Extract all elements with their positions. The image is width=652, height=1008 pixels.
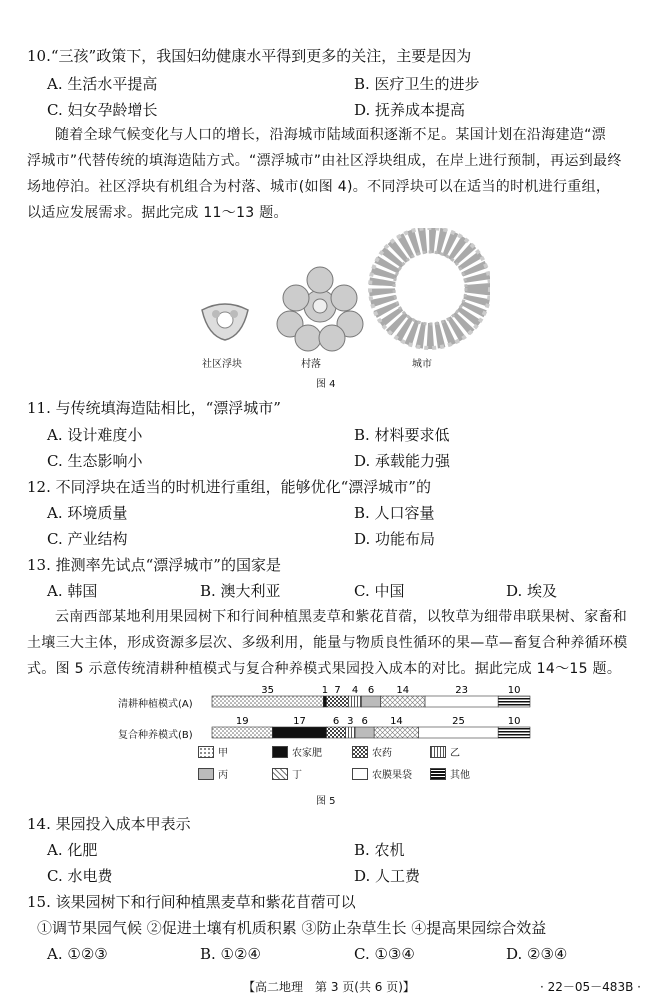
q10-option-d: D. 抚养成本提高 xyxy=(354,101,466,119)
bar-value-label: 10 xyxy=(507,716,521,727)
legend-label: 农膜果袋 xyxy=(372,770,412,781)
q13-option-d: D. 埃及 xyxy=(506,582,558,600)
bar-segment-乙 xyxy=(349,696,362,707)
legend-item-农家肥 xyxy=(272,744,322,759)
bar-label-a: 清耕种植模式(A) xyxy=(118,699,193,710)
passage1-line: 随着全球气候变化与人口的增长，沿海城市陆域面积逐渐不足。某国计划在沿海建造“漂 xyxy=(55,127,606,143)
q12-stem: 12. 不同浮块在适当的时机进行重组，能够优化“漂浮城市”的 xyxy=(27,478,431,496)
legend-item-丙 xyxy=(198,766,228,781)
bar-segment-农家肥 xyxy=(272,727,326,738)
bar-value-label: 35 xyxy=(261,685,275,696)
legend-item-农药 xyxy=(352,744,392,759)
q15-option-a: A. ①②③ xyxy=(47,945,108,963)
legend-swatch xyxy=(430,768,446,780)
community-block-image xyxy=(202,304,248,340)
bar-value-label: 14 xyxy=(390,716,403,727)
q12-option-c: C. 产业结构 xyxy=(47,530,128,548)
passage1-line: 场地停泊。社区浮块有机组合为村落、城市(如图 4)。不同浮块可以在适当的时机进行重组， xyxy=(27,179,611,195)
q14-option-b: B. 农机 xyxy=(354,841,405,859)
bar-value-label: 14 xyxy=(396,685,410,696)
passage-orchard xyxy=(27,604,637,682)
q11-option-b: B. 材料要求低 xyxy=(354,426,450,444)
legend-label: 其他 xyxy=(450,770,470,781)
bar-segment-丁 xyxy=(381,696,426,707)
legend-item-丁 xyxy=(272,766,302,781)
legend-swatch xyxy=(198,746,214,758)
fig4-label-village: 村落 xyxy=(301,359,321,370)
bar-value-label: 1 xyxy=(321,685,329,696)
legend-label: 丁 xyxy=(292,770,302,781)
bar-value-label: 19 xyxy=(235,716,249,727)
bar-segment-农药 xyxy=(326,727,345,738)
bar-segment-农家肥 xyxy=(323,696,326,707)
legend-swatch xyxy=(352,746,368,758)
q13-stem: 13. 推测率先试点“漂浮城市”的国家是 xyxy=(27,556,281,574)
passage2-line: 云南西部某地利用果园树下和行间种植黑麦草和紫花苜蓿，以牧草为细带串联果树、家畜和 xyxy=(55,609,627,625)
figure-5-stacked-bar-chart xyxy=(0,680,652,800)
bar-value-label: 6 xyxy=(332,716,340,727)
bar-value-label: 6 xyxy=(361,716,368,727)
q11-stem: 11. 与传统填海造陆相比，“漂浮城市” xyxy=(27,399,281,417)
figure-4-illustration xyxy=(190,228,490,358)
q13-option-b: B. 澳大利亚 xyxy=(200,582,281,600)
bar-label-b: 复合种养模式(B) xyxy=(118,730,193,741)
q12-option-b: B. 人口容量 xyxy=(354,504,435,522)
bar-segment-乙 xyxy=(346,727,356,738)
q11-option-d: D. 承载能力强 xyxy=(354,452,451,470)
q13-option-c: C. 中国 xyxy=(354,582,405,600)
bar-segment-丁 xyxy=(374,727,419,738)
legend-label: 丙 xyxy=(218,770,228,781)
bar-value-label: 6 xyxy=(367,685,375,696)
legend-item-乙 xyxy=(430,744,460,759)
legend-swatch xyxy=(352,768,368,780)
fig4-label-city: 城市 xyxy=(412,359,432,370)
legend-swatch xyxy=(272,746,288,758)
passage1-line: 浮城市”代替传统的填海造陆方式。“漂浮城市”由社区浮块组成，在岸上进行预制，再运到最终 xyxy=(27,153,622,169)
bar-value-label: 4 xyxy=(351,685,359,696)
fig4-label-community: 社区浮块 xyxy=(202,359,242,370)
bar-segment-农药 xyxy=(326,696,348,707)
q14-option-c: C. 水电费 xyxy=(47,867,113,885)
bar-segment-丙 xyxy=(361,696,380,707)
passage-floating-city xyxy=(27,122,637,226)
fig4-caption: 图 4 xyxy=(316,379,336,390)
paper-code: · 22－05－483B · xyxy=(540,980,641,994)
q11-option-a: A. 设计难度小 xyxy=(47,426,143,444)
legend-item-农膜果袋 xyxy=(352,766,412,781)
bar-segment-甲 xyxy=(212,727,272,738)
passage1-line: 以适应发展需求。据此完成 11～13 题。 xyxy=(27,205,288,221)
q14-stem: 14. 果园投入成本甲表示 xyxy=(27,815,191,833)
q14-option-d: D. 人工费 xyxy=(354,867,421,885)
bar-value-label: 3 xyxy=(347,716,354,727)
bar-segment-丙 xyxy=(355,727,374,738)
q15-option-b: B. ①②④ xyxy=(200,945,261,963)
bar-segment-农膜果袋 xyxy=(425,696,498,707)
fig5-caption: 图 5 xyxy=(316,796,336,807)
village-image xyxy=(277,267,363,351)
q15-items: ①调节果园气候 ②促进土壤有机质积累 ③防止杂草生长 ④提高果园综合效益 xyxy=(37,919,547,937)
passage2-line: 式。图 5 示意传统清耕种植模式与复合种养模式果园投入成本的对比。据此完成 14～15 题。 xyxy=(27,661,622,677)
legend-swatch xyxy=(198,768,214,780)
legend-swatch xyxy=(430,746,446,758)
legend-swatch xyxy=(272,768,288,780)
legend-label: 农药 xyxy=(372,748,392,759)
q10-option-a: A. 生活水平提高 xyxy=(47,75,158,93)
bar-value-label: 17 xyxy=(293,716,306,727)
legend-item-甲 xyxy=(198,744,228,759)
bar-segment-甲 xyxy=(212,696,323,707)
legend-label: 农家肥 xyxy=(292,748,322,759)
city-image xyxy=(370,228,490,348)
legend-label: 乙 xyxy=(450,748,460,759)
bar-value-label: 25 xyxy=(452,716,465,727)
legend-label: 甲 xyxy=(218,748,228,759)
q10-option-b: B. 医疗卫生的进步 xyxy=(354,75,480,93)
q12-option-a: A. 环境质量 xyxy=(47,504,128,522)
q14-option-a: A. 化肥 xyxy=(47,841,98,859)
q15-option-c: C. ①③④ xyxy=(354,945,415,963)
q10-option-c: C. 妇女孕龄增长 xyxy=(47,101,158,119)
bar-value-label: 7 xyxy=(334,685,341,696)
bar-segment-其他 xyxy=(498,727,530,738)
page-footer: 【高二地理 第 3 页(共 6 页)】 xyxy=(243,980,415,994)
q10-stem: 10.“三孩”政策下，我国妇幼健康水平得到更多的关注，主要是因为 xyxy=(27,47,472,65)
bar-value-label: 23 xyxy=(455,685,468,696)
q13-option-a: A. 韩国 xyxy=(47,582,98,600)
q15-option-d: D. ②③④ xyxy=(506,945,568,963)
q15-stem: 15. 该果园树下和行间种植黑麦草和紫花苜蓿可以 xyxy=(27,893,356,911)
bar-value-label: 10 xyxy=(507,685,521,696)
bar-segment-其他 xyxy=(498,696,530,707)
q12-option-d: D. 功能布局 xyxy=(354,530,436,548)
q11-option-c: C. 生态影响小 xyxy=(47,452,143,470)
bar-segment-农膜果袋 xyxy=(419,727,499,738)
legend-item-其他 xyxy=(430,766,470,781)
passage2-line: 土壤三大主体，形成资源多层次、多级利用，能量与物质良性循环的果—草—畜复合种养循环模 xyxy=(27,635,628,651)
